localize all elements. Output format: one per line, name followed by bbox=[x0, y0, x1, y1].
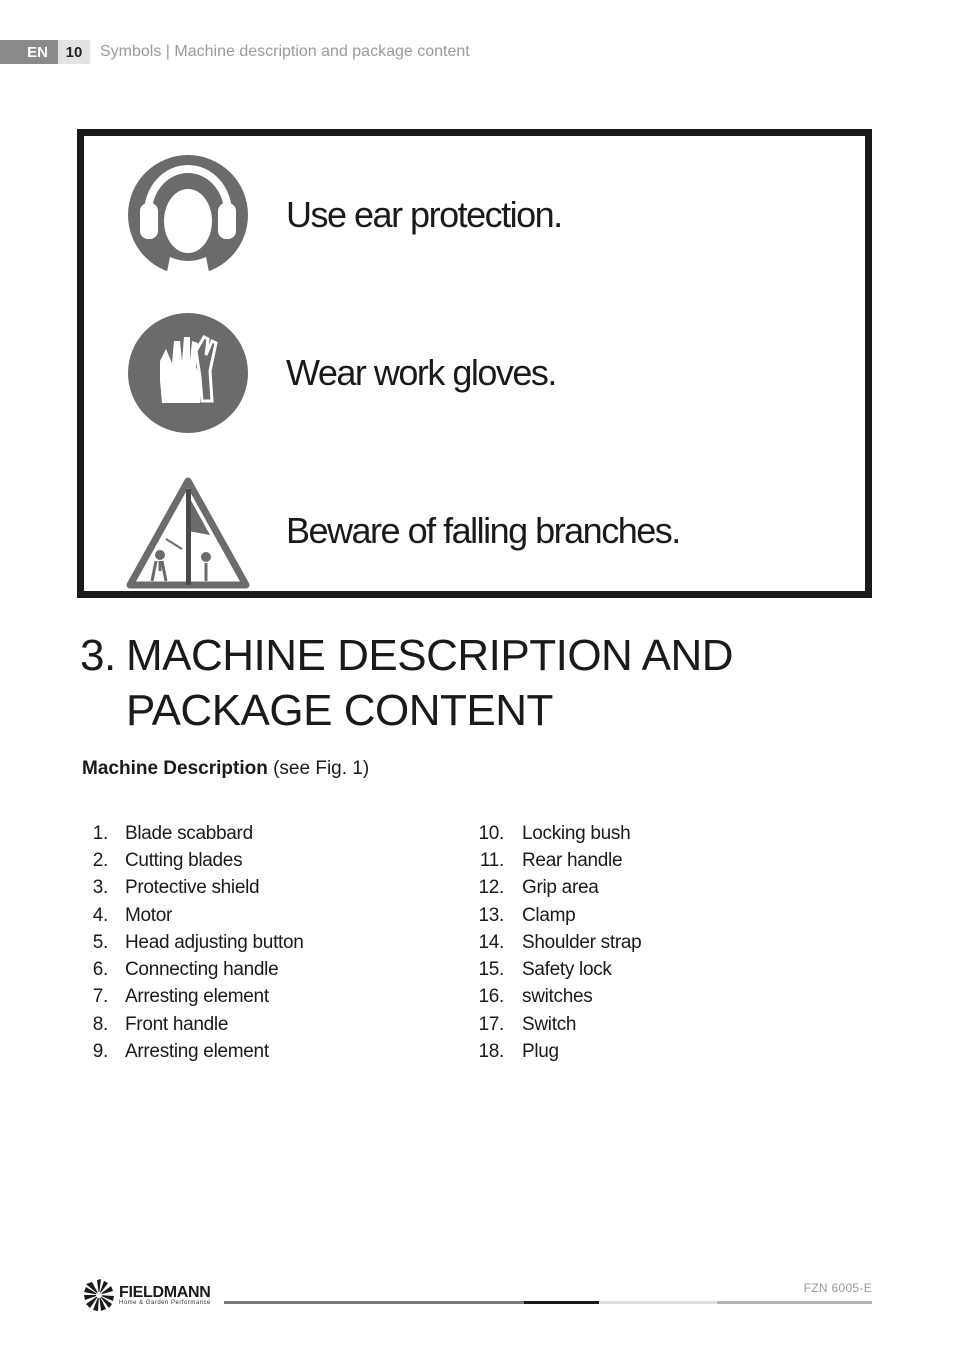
figure-reference: (see Fig. 1) bbox=[273, 758, 370, 779]
fieldmann-leaf-icon bbox=[82, 1278, 116, 1312]
machine-description-heading bbox=[82, 758, 369, 780]
list-item: 4. Motor bbox=[92, 904, 173, 926]
parts-list-left bbox=[82, 820, 304, 1066]
list-item: 7. Arresting element bbox=[92, 986, 269, 1008]
page-number: 10 bbox=[58, 40, 90, 64]
brand-name: FIELDMANN bbox=[119, 1283, 211, 1301]
section-title-line1: MACHINE DESCRIPTION AND bbox=[126, 631, 734, 680]
section-title-line2: PACKAGE CONTENT bbox=[126, 686, 553, 735]
ear-protection-icon bbox=[126, 153, 250, 277]
brand-logo bbox=[82, 1278, 211, 1312]
list-item: 1. Blade scabbard bbox=[92, 822, 253, 844]
symbol-row bbox=[84, 298, 865, 448]
symbol-text: Beware of falling branches. bbox=[286, 510, 680, 551]
list-item: 14. Shoulder strap bbox=[478, 931, 642, 953]
list-item: 8. Front handle bbox=[92, 1013, 229, 1035]
list-item: 10. Locking bush bbox=[478, 822, 631, 844]
symbol-text: Use ear protection. bbox=[286, 194, 562, 235]
work-gloves-icon bbox=[126, 311, 250, 435]
list-item: 17. Switch bbox=[478, 1013, 577, 1035]
list-item: 13. Clamp bbox=[478, 904, 576, 926]
symbol-text: Wear work gloves. bbox=[286, 352, 556, 393]
footer-line-segment bbox=[599, 1301, 717, 1304]
safety-symbols-box bbox=[77, 129, 872, 598]
model-number: FZN 6005-E bbox=[803, 1281, 872, 1295]
list-item: 12. Grip area bbox=[478, 877, 599, 899]
falling-branches-warning-icon bbox=[126, 469, 250, 593]
language-badge: EN bbox=[0, 40, 58, 64]
symbol-row bbox=[84, 456, 865, 606]
list-item: 2. Cutting blades bbox=[92, 849, 243, 871]
footer-line-segment bbox=[717, 1301, 872, 1304]
section-title bbox=[80, 628, 733, 738]
list-item: 3. Protective shield bbox=[92, 877, 260, 899]
brand-tagline: Home & Garden Performance bbox=[119, 1299, 211, 1306]
list-item: 5. Head adjusting button bbox=[92, 931, 304, 953]
list-item: 16. switches bbox=[478, 986, 593, 1008]
footer-line-segment bbox=[524, 1301, 599, 1304]
parts-list-right bbox=[470, 820, 641, 1066]
symbol-row bbox=[84, 140, 865, 290]
list-item: 18. Plug bbox=[478, 1041, 559, 1063]
section-number: 3. bbox=[80, 631, 116, 680]
breadcrumb: Symbols | Machine description and package content bbox=[100, 43, 470, 60]
page-header bbox=[0, 40, 470, 64]
list-item: 11. Rear handle bbox=[479, 849, 623, 871]
list-item: 15. Safety lock bbox=[478, 959, 612, 981]
footer-line-segment bbox=[224, 1301, 524, 1304]
list-item: 6. Connecting handle bbox=[92, 959, 279, 981]
list-item: 9. Arresting element bbox=[92, 1041, 269, 1063]
subhead-bold: Machine Description bbox=[82, 758, 268, 779]
